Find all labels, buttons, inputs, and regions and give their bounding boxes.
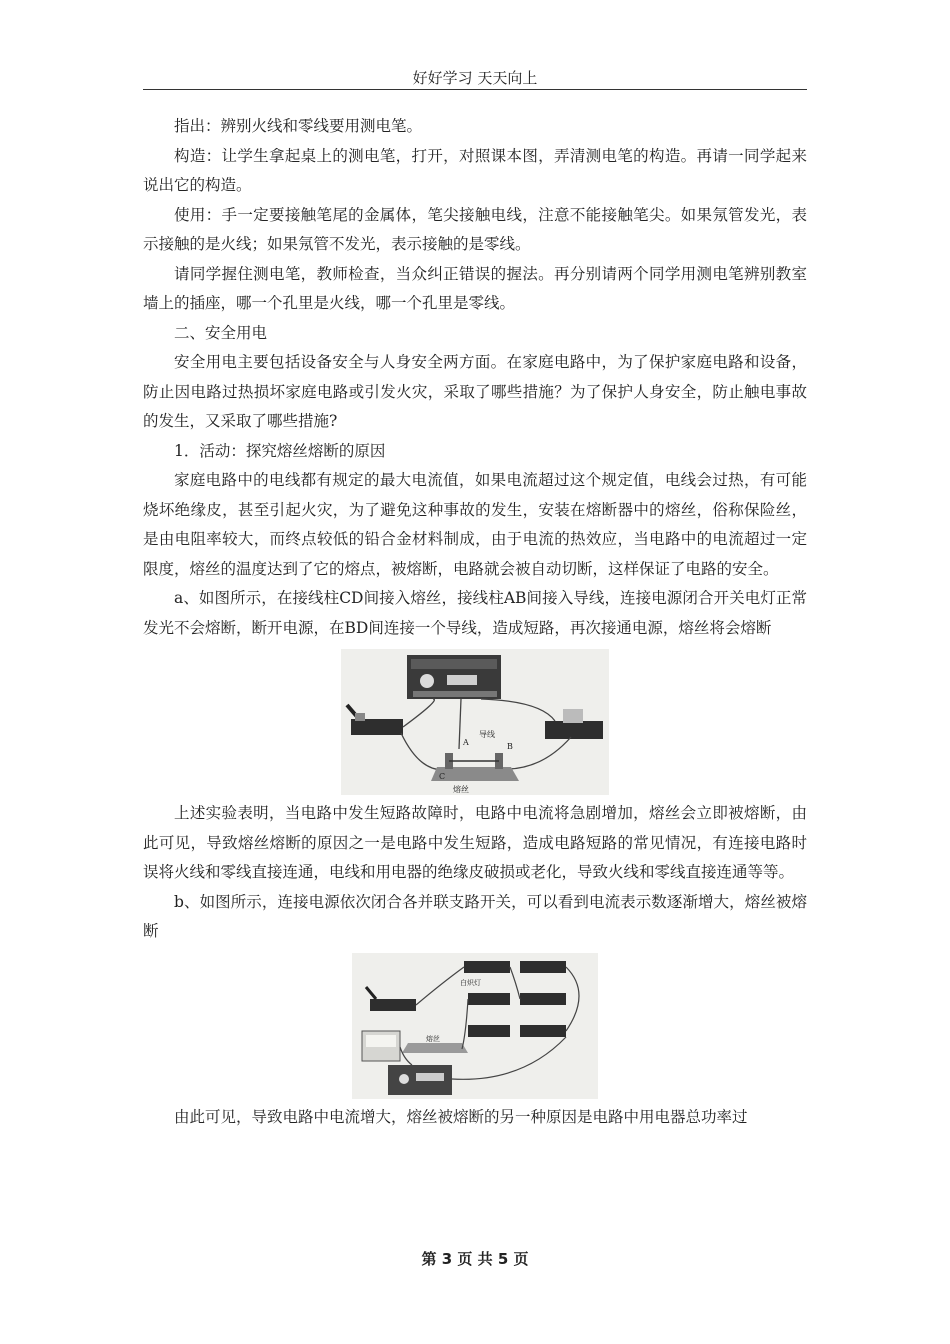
paragraph: 使用：手一定要接触笔尾的金属体，笔尖接触电线，注意不能接触笔尖。如果氖管发光，表示接触的是火线；如果氖管不发光，表示接触的是零线。 (143, 205, 807, 253)
paragraph: 请同学握住测电笔，教师检查，当众纠正错误的握法。再分别请两个同学用测电笔辨别教室墙上的插座，哪一个孔里是火线，哪一个孔里是零线。 (143, 264, 807, 312)
subsection-heading: 1．活动：探究熔丝熔断的原因 (174, 441, 386, 460)
label-c: C (439, 772, 446, 781)
paragraph: 家庭电路中的电线都有规定的最大电流值，如果电流超过这个规定值，电线会过热，有可能烧坏绝缘皮，甚至引起火灾，为了避免这种事故的发生，安装在熔断器中的熔丝，俗称保险丝，是由电阻率较大，而终点较低的铅合金材料制成，由于电流的热效应，当电路中的电流超过一定限度，熔丝的温度达到了它的熔点，被熔断，电路就会被自动切断，这样保证了电路的安全。 (143, 471, 807, 578)
paragraph: 指出：辨别火线和零线要用测电笔。 (174, 117, 423, 135)
page-footer: 第 3 页 共 5 页 (421, 1250, 529, 1268)
page-header: 好好学习 天天向上 (412, 69, 538, 87)
paragraph: 构造：让学生拿起桌上的测电笔，打开，对照课本图，弄清测电笔的构造。再请一同学起来说出它的构造。 (143, 146, 807, 194)
short-circuit-experiment-figure (341, 649, 609, 795)
paragraph: b、如图所示，连接电源依次闭合各并联支路开关，可以看到电流表示数逐渐增大，熔丝被熔断 (143, 892, 807, 940)
label-wire: 导线 (479, 730, 495, 739)
label-fuse: 熔丝 (426, 1034, 440, 1043)
power-supply-image (407, 655, 501, 699)
fuse-board-image (402, 1043, 468, 1053)
paragraph: a、如图所示，在接线柱CD间接入熔丝，接线柱AB间接入导线，连接电源闭合开关电灯正常发光不会熔断，断开电源，在BD间连接一个导线，造成短路，再次接通电源，熔丝将会熔断 (143, 589, 807, 637)
label-bulbs: 白炽灯 (460, 978, 481, 987)
header-divider (143, 89, 807, 90)
paragraph: 安全用电主要包括设备安全与人身安全两方面。在家庭电路中，为了保护家庭电路和设备，防止因电路过热损坏家庭电路或引发火灾，采取了哪些措施？为了保护人身安全，防止触电事故的发生，又采取了哪些措施? (143, 353, 807, 430)
section-heading: 二、安全用电 (174, 323, 268, 342)
document-body (143, 112, 807, 1132)
paragraph: 由此可见，导致电路中电流增大，熔丝被熔断的另一种原因是电路中用电器总功率过 (174, 1107, 748, 1126)
label-b: B (507, 742, 513, 751)
label-fuse: 熔丝 (453, 785, 469, 794)
paragraph: 上述实验表明，当电路中发生短路故障时，电路中电流将急剧增加，熔丝会立即被熔断，由此可见，导致熔丝熔断的原因之一是电路中发生短路，造成电路短路的常见情况，有连接电路时误将火线和零线直接连通，电线和用电器的绝缘皮破损或老化，导致火线和零线直接连通等等。 (143, 804, 807, 881)
label-a: A (463, 738, 469, 747)
overload-experiment-figure (352, 953, 598, 1099)
ammeter-image (362, 1031, 400, 1061)
power-supply-image (388, 1065, 452, 1095)
